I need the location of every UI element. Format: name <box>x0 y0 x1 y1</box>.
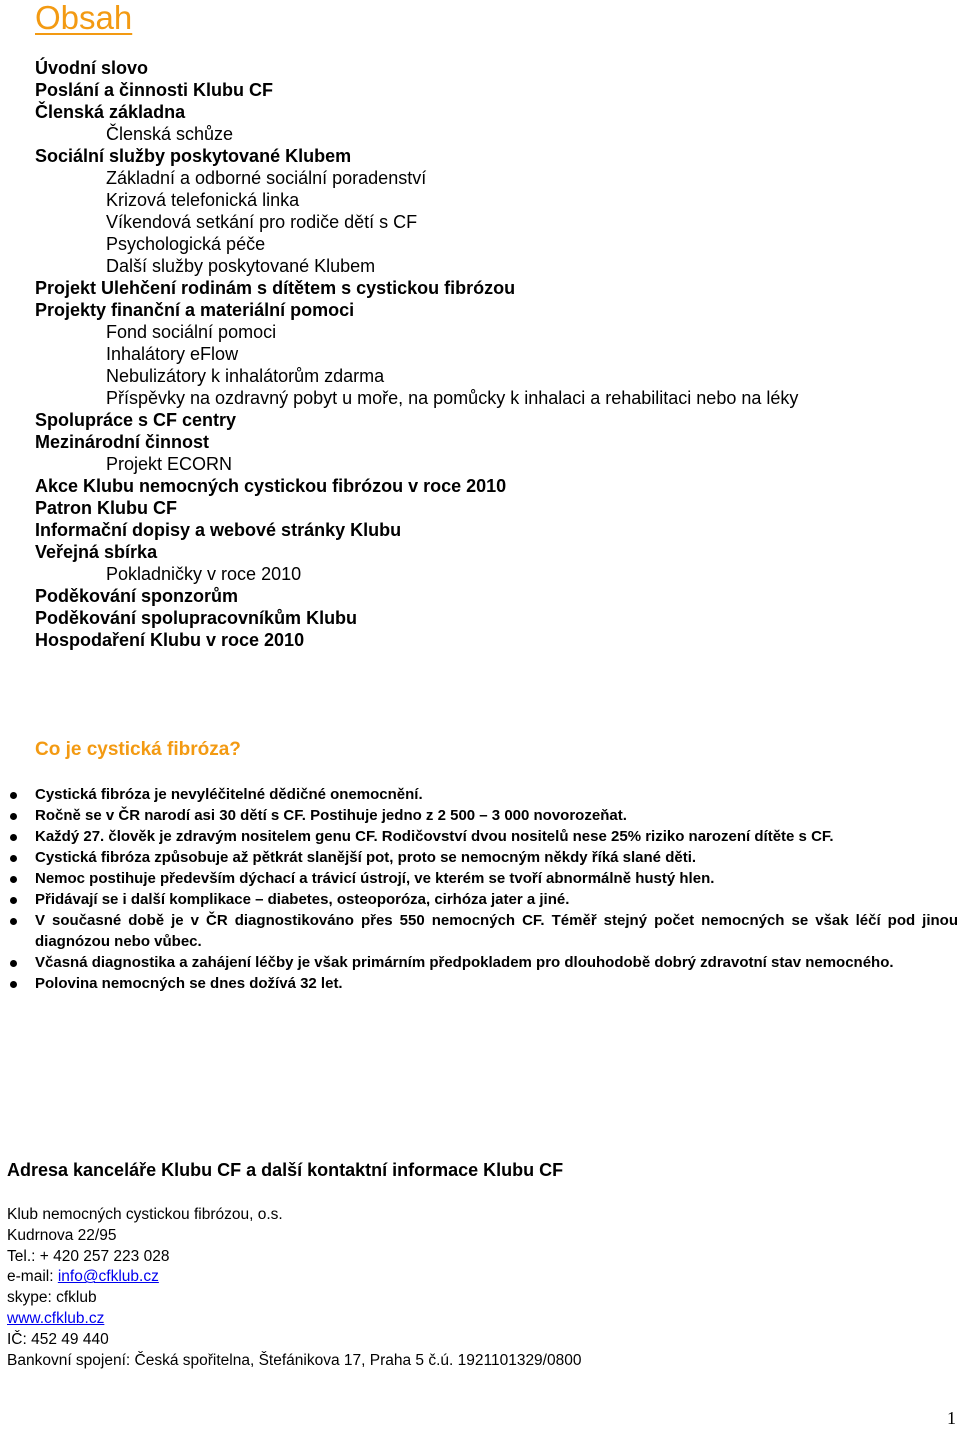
toc-entry[interactable]: Úvodní slovo <box>35 58 149 78</box>
bullet-icon <box>10 834 17 841</box>
list-item <box>0 911 960 952</box>
toc-entry[interactable]: Spolupráce s CF centry <box>35 410 237 430</box>
contact-bank: Bankovní spojení: Česká spořitelna, Štefánikova 17, Praha 5 č.ú. 1921101329/0800 <box>7 1351 582 1369</box>
bullet-icon <box>10 897 17 904</box>
contact-block <box>7 1205 947 1371</box>
contact-street: Kudrnova 22/95 <box>7 1226 117 1244</box>
fact-text: Přidávají se i další komplikace – diabetes, osteoporóza, cirhóza jater a jiné. <box>35 891 570 908</box>
list-item <box>0 785 960 806</box>
list-item <box>0 953 960 974</box>
toc-entry[interactable]: Členská schůze <box>106 124 234 144</box>
toc-entry[interactable]: Projekt Ulehčení rodinám s dítětem s cystickou fibrózou <box>35 278 516 298</box>
list-item <box>0 869 960 890</box>
bullet-icon <box>10 792 17 799</box>
toc-entry[interactable]: Krizová telefonická linka <box>106 190 300 210</box>
cf-facts-list <box>0 785 960 995</box>
toc-entry[interactable]: Akce Klubu nemocných cystickou fibrózou v roce 2010 <box>35 476 507 496</box>
toc-entry[interactable]: Poslání a činnosti Klubu CF <box>35 80 274 100</box>
toc-entry[interactable]: Hospodaření Klubu v roce 2010 <box>35 630 305 650</box>
contact-org: Klub nemocných cystickou fibrózou, o.s. <box>7 1206 283 1223</box>
list-item <box>0 827 960 848</box>
bullet-icon <box>10 960 17 967</box>
toc-entry[interactable]: Víkendová setkání pro rodiče dětí s CF <box>106 212 418 232</box>
website-link[interactable]: www.cfklub.cz <box>7 1309 105 1327</box>
bullet-icon <box>10 813 17 820</box>
toc-entry[interactable]: Projekty finanční a materiální pomoci <box>35 300 355 320</box>
contact-heading: Adresa kanceláře Klubu CF a další kontaktní informace Klubu CF <box>7 1160 564 1180</box>
toc-entry[interactable]: Pokladničky v roce 2010 <box>106 564 302 584</box>
fact-text: Včasná diagnostika a zahájení léčby je však primárním předpokladem pro dlouhodobě dobrý zdravotní stav nemocného. <box>35 953 894 971</box>
contact-web-line <box>7 1309 947 1330</box>
toc-entry[interactable]: Inhalátory eFlow <box>106 344 239 364</box>
email-link[interactable]: info@cfklub.cz <box>57 1268 159 1286</box>
toc-entry[interactable]: Mezinárodní činnost <box>35 432 210 452</box>
bullet-icon <box>10 876 17 883</box>
toc-entry[interactable]: Sociální služby poskytované Klubem <box>35 146 352 166</box>
contact-ico: IČ: 452 49 440 <box>7 1330 109 1348</box>
fact-text: Ročně se v ČR narodí asi 30 dětí s CF. Postihuje jedno z 2 500 – 3 000 novorozeňat. <box>35 807 627 824</box>
contact-email-line <box>7 1267 947 1288</box>
fact-text: Cystická fibróza je nevyléčitelné dědičné onemocnění. <box>35 786 423 803</box>
contact-skype: skype: cfklub <box>7 1289 97 1307</box>
fact-text: Nemoc postihuje především dýchací a trávicí ústrojí, ve kterém se tvoří abnormálně hustý hlen. <box>35 870 715 887</box>
fact-text: Každý 27. člověk je zdravým nositelem genu CF. Rodičovství dvou nositelů nese 25% riziko narození dítěte s CF. <box>35 828 834 845</box>
list-item <box>0 974 960 995</box>
toc-entry[interactable]: Projekt ECORN <box>106 454 233 474</box>
toc-entry[interactable]: Poděkování sponzorům <box>35 586 239 606</box>
toc-entry[interactable]: Členská základna <box>35 102 186 122</box>
toc-entry[interactable]: Patron Klubu CF <box>35 498 177 518</box>
toc-entry[interactable]: Základní a odborné sociální poradenství <box>106 168 427 188</box>
email-label: e-mail: <box>7 1268 58 1286</box>
contact-phone: Tel.: + 420 257 223 028 <box>7 1247 170 1265</box>
toc-entry[interactable]: Další služby poskytované Klubem <box>106 256 376 276</box>
list-item <box>0 890 960 911</box>
toc-entry[interactable]: Fond sociální pomoci <box>106 322 277 342</box>
list-item <box>0 806 960 827</box>
toc-entry[interactable]: Psychologická péče <box>106 234 266 254</box>
fact-text: Polovina nemocných se dnes dožívá 32 let. <box>35 974 343 992</box>
cf-section-heading: Co je cystická fibróza? <box>35 739 241 760</box>
table-of-contents <box>35 57 935 651</box>
toc-entry[interactable]: Veřejná sbírka <box>35 542 158 562</box>
page-title: Obsah <box>35 0 133 36</box>
toc-entry[interactable]: Nebulizátory k inhalátorům zdarma <box>106 366 385 386</box>
bullet-icon <box>10 855 17 862</box>
bullet-icon <box>10 981 17 988</box>
fact-text: V současné době je v ČR diagnostikováno přes 550 nemocných CF. Téměř stejný počet nemocných se však léčí pod jinou diagnózou nebo vůbec. <box>35 912 958 950</box>
toc-entry[interactable]: Informační dopisy a webové stránky Klubu <box>35 520 402 540</box>
toc-entry[interactable]: Příspěvky na ozdravný pobyt u moře, na pomůcky k inhalaci a rehabilitaci nebo na léky <box>106 388 799 408</box>
fact-text: Cystická fibróza způsobuje až pětkrát slanější pot, proto se nemocným někdy říká slané děti. <box>35 849 697 866</box>
list-item <box>0 848 960 869</box>
toc-entry[interactable]: Poděkování spolupracovníkům Klubu <box>35 608 358 628</box>
page-number: 1 <box>947 1408 956 1428</box>
bullet-icon <box>10 918 17 925</box>
